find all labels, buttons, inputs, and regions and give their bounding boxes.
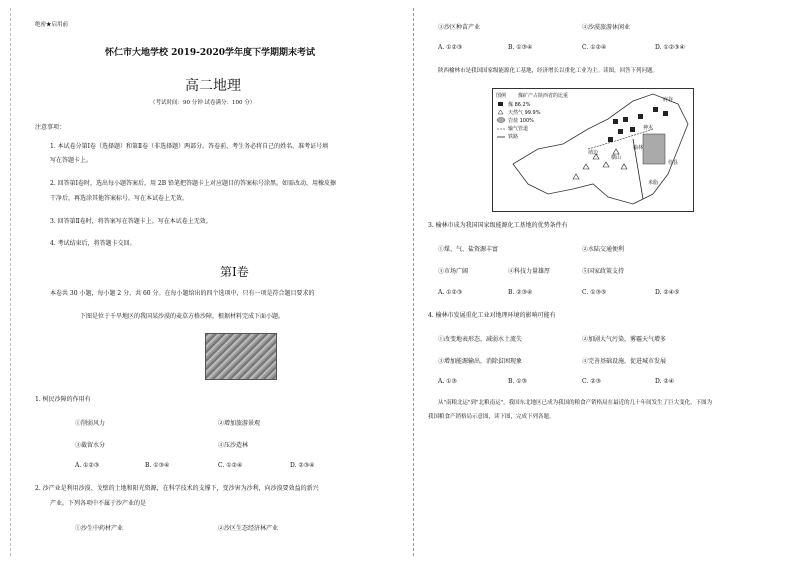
q4-choice-c[interactable]: C. ②③ — [582, 378, 601, 385]
rock-salt-area — [643, 134, 665, 164]
place-label: 横山 — [611, 155, 622, 161]
passage-1: 下图是位于千旱地区的我国某沙漠的麦草方格沙障，根据材料完成下面小题。 — [80, 313, 285, 320]
legend-title: 图例 — [496, 93, 507, 99]
passage-3-cont: 我国粮食产销格局示意图，读下图，完成下列各题。 — [428, 414, 555, 420]
q4-option: ①改变地表形态，减弱水土流失 — [438, 336, 523, 343]
binding-margin-rule — [10, 8, 11, 556]
legend-coal: 煤 86.2% — [508, 102, 531, 108]
passage-2: 陕西榆林市是我国国家级能源化工基地，经济增长以重化工业为主。读图，回答下列问题。 — [438, 68, 659, 74]
note-line: 干净后，再选涂其他答案标号。写在本试卷上无效。 — [50, 195, 189, 202]
q3-choice-c[interactable]: C. ①③⑤ — [582, 289, 607, 296]
q2-option: ①沙生中药材产业 — [75, 525, 124, 532]
section-title: 第Ⅰ卷 — [220, 265, 249, 279]
column-divider — [413, 8, 414, 556]
place-label: 米脂 — [648, 180, 659, 186]
place-label: 神木 — [643, 125, 654, 131]
q3-option: ⑤国家政策支持 — [582, 268, 625, 275]
q2-choice-d[interactable]: D. ①②③④ — [655, 44, 685, 51]
q3-choice-b[interactable]: B. ②③④ — [508, 289, 533, 296]
q2-stem-cont: 产业。下列各项中不属于沙产业的是 — [50, 500, 147, 507]
q1-choice-a[interactable]: A. ①②③ — [75, 462, 100, 469]
q2-option: ②沙区生态经济林产业 — [218, 525, 279, 532]
place-label: 府谷 — [663, 97, 674, 103]
note-line: 3. 回答第Ⅱ卷时，将答案写在答题卡上。写在本试卷上无效。 — [50, 218, 212, 225]
q3-option: ③市场广阔 — [438, 268, 469, 275]
legend-header: 煤矿产占陕西省的比重 — [518, 93, 569, 99]
q2-option: ④沙漠旅游休闲业 — [582, 24, 631, 31]
note-line: 1. 本试卷分第Ⅰ卷（选择题）和第Ⅱ卷（非选择题）两部分。答卷前，考生务必将自己的姓名、准考证号填 — [50, 143, 329, 150]
q1-choice-d[interactable]: D. ②③④ — [290, 462, 315, 469]
notes-heading: 注意事项： — [35, 124, 66, 131]
legend-salt: 岩盐 100% — [508, 118, 534, 124]
legend-pipeline: 输气管道 — [508, 126, 529, 132]
q1-choice-c[interactable]: C. ①②④ — [218, 462, 243, 469]
place-label: 佳县 — [668, 160, 679, 166]
legend-railway: 铁路 — [508, 134, 519, 140]
sand-barrier-photo — [205, 333, 277, 380]
q3-option: ①煤、气、盐资源丰富 — [438, 246, 499, 253]
q3-choice-a[interactable]: A. ①②③ — [438, 289, 463, 296]
q2-choice-a[interactable]: A. ①②③ — [438, 44, 463, 51]
legend-gas: 天然气 99.9% — [508, 110, 541, 116]
exam-title: 怀仁市大地学校 2019-2020学年度下学期期末考试 — [105, 48, 315, 58]
subject-title: 高二地理 — [185, 78, 241, 94]
q2-option: ③沙区种苗产业 — [438, 24, 481, 31]
note-line: 4. 考试结束后，将答题卡交回。 — [50, 240, 136, 247]
q1-option: ④压沙造林 — [218, 442, 249, 449]
section-intro: 本卷共 30 小题，每小题 2 分，共 60 分。在每小题给出的四个选项中，只有一项是符合题目要求的 — [50, 290, 315, 297]
passage-3: 从"南粮北运"到"北粮南运"，我国东北地区已成为我国的粮食产销格局在最近的几十年间发生了巨大变化，下图为 — [438, 400, 713, 406]
note-line: 2. 回答第Ⅰ卷时，选出每小题答案后，用 2B 铅笔把答题卡上对应题目的答案标号涂黑。如需改动，用橡皮擦 — [50, 180, 337, 187]
q1-option: ③截留水分 — [75, 442, 106, 449]
q4-choice-a[interactable]: A. ①③ — [438, 378, 457, 385]
note-line: 写在答题卡上。 — [50, 157, 93, 164]
q4-option: ③增加能源输出，消除贫困现象 — [438, 358, 523, 365]
q4-stem: 4. 榆林市发展重化工业对地理环境的影响可能有 — [428, 312, 556, 319]
secret-label: 绝密★启用前 — [35, 22, 69, 28]
q1-choice-b[interactable]: B. ①③④ — [145, 462, 170, 469]
place-label: 榆林 — [633, 145, 644, 151]
yulin-map — [492, 88, 694, 212]
q2-stem: 2. 沙产业是利用沙漠、戈壁的土地和阳光资源，在科学技术的支撑下，变沙害为沙利，向沙漠要效益的新兴 — [35, 485, 319, 492]
q2-choice-c[interactable]: C. ①②④ — [582, 44, 607, 51]
q4-choice-d[interactable]: D. ②④ — [655, 378, 675, 385]
q1-option: ①削弱风力 — [75, 420, 106, 427]
q3-option: ④科技力量雄厚 — [508, 268, 551, 275]
q4-option: ④完善基础设施，促进城市发展 — [582, 358, 667, 365]
q3-option: ②水陆交通便利 — [582, 246, 625, 253]
q1-option: ②增加旅游景观 — [218, 420, 261, 427]
q3-choice-d[interactable]: D. ②④⑤ — [655, 289, 680, 296]
place-label: 靖边 — [588, 150, 599, 156]
q3-stem: 3. 榆林市成为我国国家级能源化工基地的优势条件有 — [428, 222, 568, 229]
time-score: （考试时间：90 分钟 试卷满分：100 分） — [150, 100, 256, 106]
gas-markers — [573, 149, 627, 179]
q4-choice-b[interactable]: B. ①③ — [508, 378, 527, 385]
q4-option: ②加剧大气污染，雾霾天气增多 — [582, 336, 667, 343]
map-drawing — [493, 89, 693, 211]
q2-choice-b[interactable]: B. ①③④ — [508, 44, 533, 51]
q1-stem: 1. 树民沙障的作用有 — [35, 396, 91, 403]
